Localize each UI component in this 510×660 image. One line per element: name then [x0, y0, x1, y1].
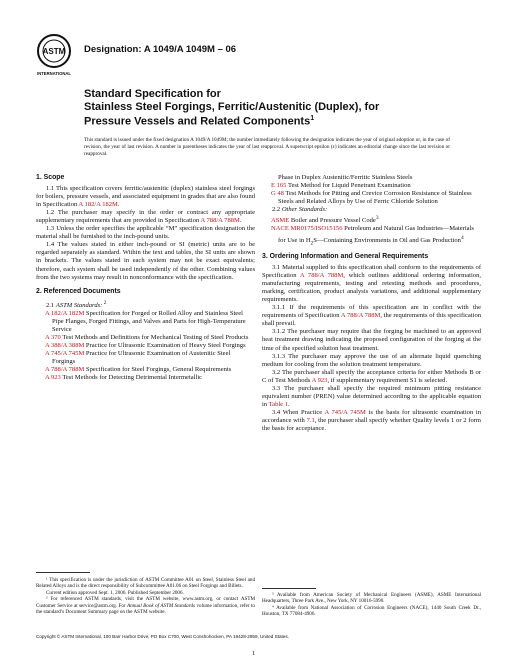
- footnote-divider: [36, 572, 90, 573]
- reference-item: NACE MR0175/ISO15156 Petroleum and Natural Gas Industries—Materials for Use in $H_2S—Containing$ Environments in Oil and Gas Production$^4$: [271, 225, 474, 246]
- reference-link[interactable]: A 388/A 388M: [45, 342, 85, 350]
- page-number: 1: [252, 650, 256, 657]
- designation: Designation: A 1049/A 1049M – 06: [84, 44, 237, 55]
- link-a788[interactable]: A 788/A 788M: [340, 312, 381, 320]
- title-line-1: Standard Specification for: [84, 88, 221, 100]
- link-a182[interactable]: A 182/A 182M: [78, 201, 118, 209]
- reference-item: A 182/A 182M Specification for Forged or Rolled Alloy and Stainless Steel Pipe Flanges, Forged Fittings, and Valves and Parts for High-Temperature Service: [45, 309, 246, 333]
- footnote-divider: [262, 588, 316, 589]
- section-heading-references: 2. Referenced Documents: [36, 287, 121, 295]
- footnote-2: ² For referenced ASTM standards, visit the ASTM website, www.astm.org, or contact ASTM Customer Service at service@astm.org. For Annual Book of ASTM Standards volume information, refer to the standard’s Document Summary page on the ASTM website.: [36, 596, 255, 616]
- footnotes-left: [36, 577, 255, 615]
- title-line-2: Stainless Steel Forgings, Ferritic/Austenitic (Duplex), for: [84, 100, 380, 113]
- astm-standards-label: 2.1 ASTM Standards: $^2$: [46, 299, 107, 309]
- paragraph-3-1: 3.1 Material supplied to this specification shall conform to the requirements of Specification A 788/A 788M, which outlines additional ordering information, manufacturing requirements, testing and retesting methods and procedures, marking, certification, product analysis variations, and additional supplementary requirements.: [262, 264, 481, 304]
- paragraph-3-4: 3.4 When Practice A 745/A 745M is the basis for ultrasonic examination in accordance with 7.1, the purchaser shall specify whether Quality levels 1 or 2 form the basis for acceptance.: [262, 408, 481, 432]
- paragraph-1-1: 1.1 This specification covers ferritic/austenitic (duplex) stainless steel forgings for boilers, pressure vessels, and associated equipment in grades that are also found in Specification A 182/A 182M.: [36, 185, 255, 209]
- reference-item: A 923 Test Methods for Detecting Detrimental Intermetallic: [45, 374, 203, 382]
- link-a923[interactable]: A 923: [311, 376, 328, 384]
- other-standards-label: 2.2 Other Standards:: [272, 206, 328, 214]
- paragraph-3-1-2: 3.1.2 The purchaser may require that the forging be machined to an approved heat treatment drawing indicating the proposed configuration of the forging at the time of the specified solution heat treatment.: [262, 328, 481, 352]
- reference-link[interactable]: E 165: [271, 182, 287, 190]
- footnotes-right: [262, 592, 481, 618]
- reference-link[interactable]: A 745/A 745M: [45, 350, 85, 358]
- copyright-notice: Copyright © ASTM International, 100 Barr Harbor Drive, PO Box C700, West Conshohocken, PA 19428-2959, United States.: [36, 634, 289, 639]
- svg-text:INTERNATIONAL: INTERNATIONAL: [37, 71, 71, 76]
- title-line-3: Pressure Vessels and Related Components$^1$: [84, 115, 315, 128]
- document-title: [84, 88, 474, 128]
- reference-item: G 48 Test Methods for Pitting and Crevice Corrosion Resistance of Stainless Steels and Related Alloys by Use of Ferric Chloride Solution: [271, 190, 472, 206]
- paragraph-1-4: 1.4 The values stated in either inch-pound or SI (metric) units are to be regarded separately as standard. Within the text and tables, the SI units are shown in brackets. The values stated in each system may not be exact equivalents; therefore, each system shall be used independently of the other. Combining values from the two systems may result in nonconformance with the specification.: [36, 241, 255, 281]
- footnote-4: ⁴ Available from National Association of Corrosion Engineers (NACE), 1440 South Creek Dr., Houston, TX 77084-4906.: [262, 604, 481, 618]
- reference-item: ASME Boiler and Pressure Vessel Code$^3$: [271, 215, 379, 225]
- footnote-1-edition: Current edition approved Sept. 1, 2006. Published September 2006.: [46, 589, 184, 596]
- link-a745[interactable]: A 745/A 745M: [324, 408, 366, 416]
- reference-item: A 745/A 745M Practice for Ultrasonic Examination of Austenitic Steel Forgings: [45, 350, 231, 366]
- footnote-1: ¹ This specification is under the jurisdiction of ASTM Committee A01 on Steel, Stainless Steel and Related Alloys and is the direct responsibility of Subcommittee A01.06 on Steel Forgings and Billets.: [36, 577, 255, 590]
- reference-item: A 370 Test Methods and Definitions for Mechanical Testing of Steel Products: [45, 334, 249, 342]
- paragraph-3-1-1: 3.1.1 If the requirements of this specification are in conflict with the requirements of Specification A 788/A 788M, the requirements of this specification shall prevail.: [262, 304, 481, 328]
- reference-continuation: Phase in Duplex Austenitic/Ferritic Stainless Steels: [278, 174, 413, 181]
- paragraph-3-1-3: 3.1.3 The purchaser may approve the use of an alternate liquid quenching medium for cooling from the solution treatment temperature.: [262, 352, 481, 368]
- section-heading-scope: 1. Scope: [36, 174, 65, 181]
- right-column: [262, 174, 481, 433]
- reference-item: E 165 Test Method for Liquid Penetrant Examination: [271, 182, 411, 190]
- reference-link[interactable]: ASME: [271, 217, 290, 225]
- link-section-7-1[interactable]: 7.1: [306, 416, 315, 424]
- paragraph-1-2: 1.2 The purchaser may specify in the order or contract any appropriate supplementary requirements that are provided in Specification A 788/A 788M.: [36, 209, 255, 225]
- reference-link[interactable]: A 788/A 788M: [45, 366, 85, 374]
- reference-link[interactable]: A 182/A 182M: [45, 309, 85, 317]
- link-a788[interactable]: A 788/A 788M: [299, 272, 344, 280]
- reference-link[interactable]: A 923: [45, 374, 61, 382]
- left-column: [36, 174, 255, 382]
- astm-logo: [36, 34, 72, 78]
- link-a788[interactable]: A 788/A 788M: [200, 217, 240, 225]
- reference-item: A 388/A 388M Practice for Ultrasonic Examination of Heavy Steel Forgings: [45, 342, 246, 350]
- svg-text:ASTM: ASTM: [42, 47, 66, 56]
- footnote-3: ³ Available from American Society of Mechanical Engineers (ASME), ASME International Headquarters, Three Park Ave., New York, NY 10016-5990.: [262, 592, 481, 605]
- link-table-1[interactable]: Table 1: [268, 400, 288, 408]
- paragraph-1-3: 1.3 Unless the order specifies the applicable “M” specification designation the material shall be furnished to the inch-pound units.: [36, 225, 255, 241]
- reference-link[interactable]: G 48: [271, 190, 284, 198]
- paragraph-3-3: 3.3 The purchaser shall specify the required minimum pitting resistance equivalent number (PREN) value determined according to the applicable equation in Table 1.: [262, 384, 481, 408]
- reference-item: A 788/A 788M Specification for Steel Forgings, General Requirements: [45, 366, 232, 374]
- section-heading-ordering: 3. Ordering Information and General Requirements: [262, 253, 429, 261]
- reference-link[interactable]: A 370: [45, 334, 61, 342]
- paragraph-3-2: 3.2 The purchaser shall specify the acceptance criteria for either Methods B or C of Test Methods A 923, if supplementary requirement S1 is selected.: [262, 368, 481, 384]
- reference-link[interactable]: NACE MR0175/ISO15156: [271, 225, 343, 233]
- issuance-note: This standard is issued under the fixed designation A 1049/A 1049M; the number immediately following the designation indicates the year of original adoption or, in the case of revision, the year of last revision. A number in parentheses indicates the year of last reapproval. A superscript epsilon (ε) indicates an editorial change since the last revision or reapproval.: [84, 137, 450, 157]
